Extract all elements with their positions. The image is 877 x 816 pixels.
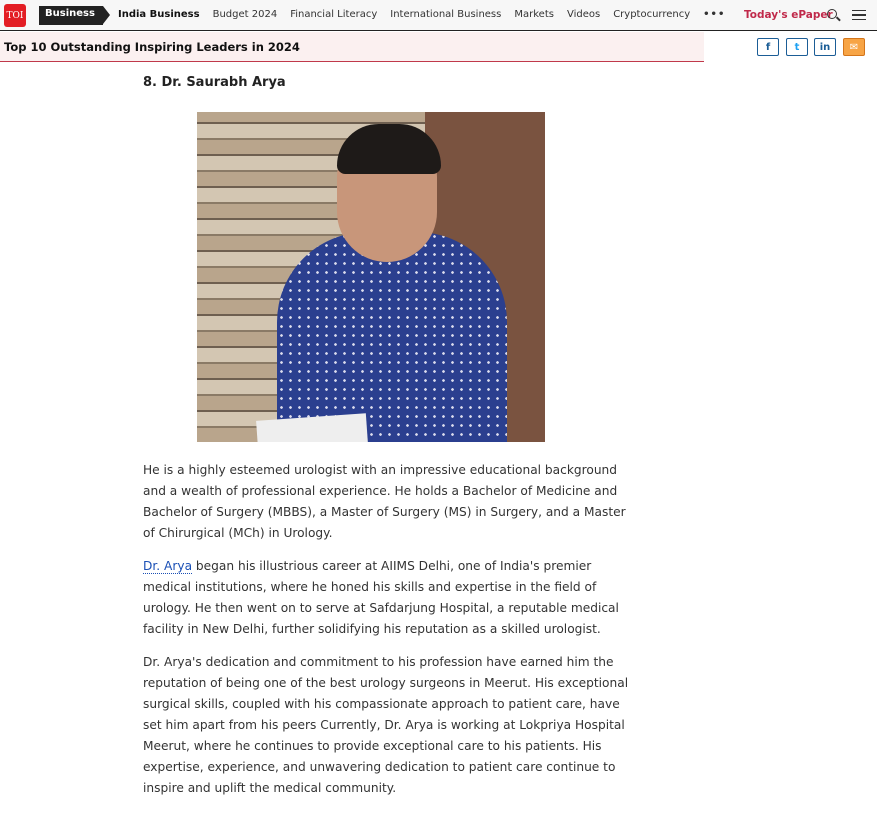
toi-logo[interactable]: TOI	[4, 4, 26, 27]
todays-epaper-link[interactable]: Today's ePaper	[744, 9, 833, 21]
top-navigation	[0, 0, 877, 31]
paper-on-desk	[256, 413, 368, 442]
person-shirt	[277, 232, 507, 442]
linkedin-share-icon[interactable]: in	[814, 38, 836, 56]
paragraph-1: He is a highly esteemed urologist with an impressive educational background and a wealth of professional experience. He holds a Bachelor of Medicine and Bachelor of Surgery (MBBS), a Master of Surgery (MS) in Surgery, and a Master of Chirurgical (MCh) in Urology.	[143, 463, 626, 540]
nav-item-markets[interactable]: Markets	[514, 9, 554, 20]
section-label-business[interactable]: Business	[39, 6, 103, 25]
nav-item-india-business[interactable]: India Business	[118, 9, 200, 20]
paragraph-3: Dr. Arya's dedication and commitment to his profession have earned him the reputation of being one of the best urology surgeons in Meerut. His exceptional surgical skills, coupled with his compassionate approach to patient care, have set him apart from his peers Currently, Dr. Arya is working at Lokpriya Hospital Meerut, where he continues to provide exceptional care to his patients. His expertise, experience, and unwavering dedication to patient care continue to inspire and uplift the medical community.	[143, 655, 629, 795]
nav-items	[118, 9, 725, 20]
leader-heading: 8. Dr. Saurabh Arya	[143, 75, 286, 90]
paragraph-2	[143, 556, 633, 640]
paragraph-2-text: began his illustrious career at AIIMS Delhi, one of India's premier medical institutions, where he honed his skills and expertise in the field of urology. He then went on to serve at Safdarjung Hospital, a reputable medical facility in New Delhi, further solidifying his reputation as a skilled urologist.	[143, 559, 619, 636]
facebook-share-icon[interactable]: f	[757, 38, 779, 56]
nav-item-budget-2024[interactable]: Budget 2024	[212, 9, 278, 20]
portrait-photo	[197, 112, 545, 442]
more-icon[interactable]: •••	[703, 9, 726, 20]
nav-item-videos[interactable]: Videos	[566, 9, 601, 20]
article-title-bar: Top 10 Outstanding Inspiring Leaders in 2024	[0, 32, 704, 62]
search-icon[interactable]	[827, 9, 837, 19]
nav-item-international-business[interactable]: International Business	[390, 9, 502, 20]
dr-arya-link[interactable]: Dr. Arya	[143, 559, 193, 573]
nav-item-cryptocurrency[interactable]: Cryptocurrency	[613, 9, 691, 20]
nav-item-financial-literacy[interactable]: Financial Literacy	[290, 9, 378, 20]
twitter-share-icon[interactable]: t	[786, 38, 808, 56]
mail-share-icon[interactable]: ✉	[843, 38, 865, 56]
hamburger-menu-icon[interactable]	[852, 10, 866, 20]
